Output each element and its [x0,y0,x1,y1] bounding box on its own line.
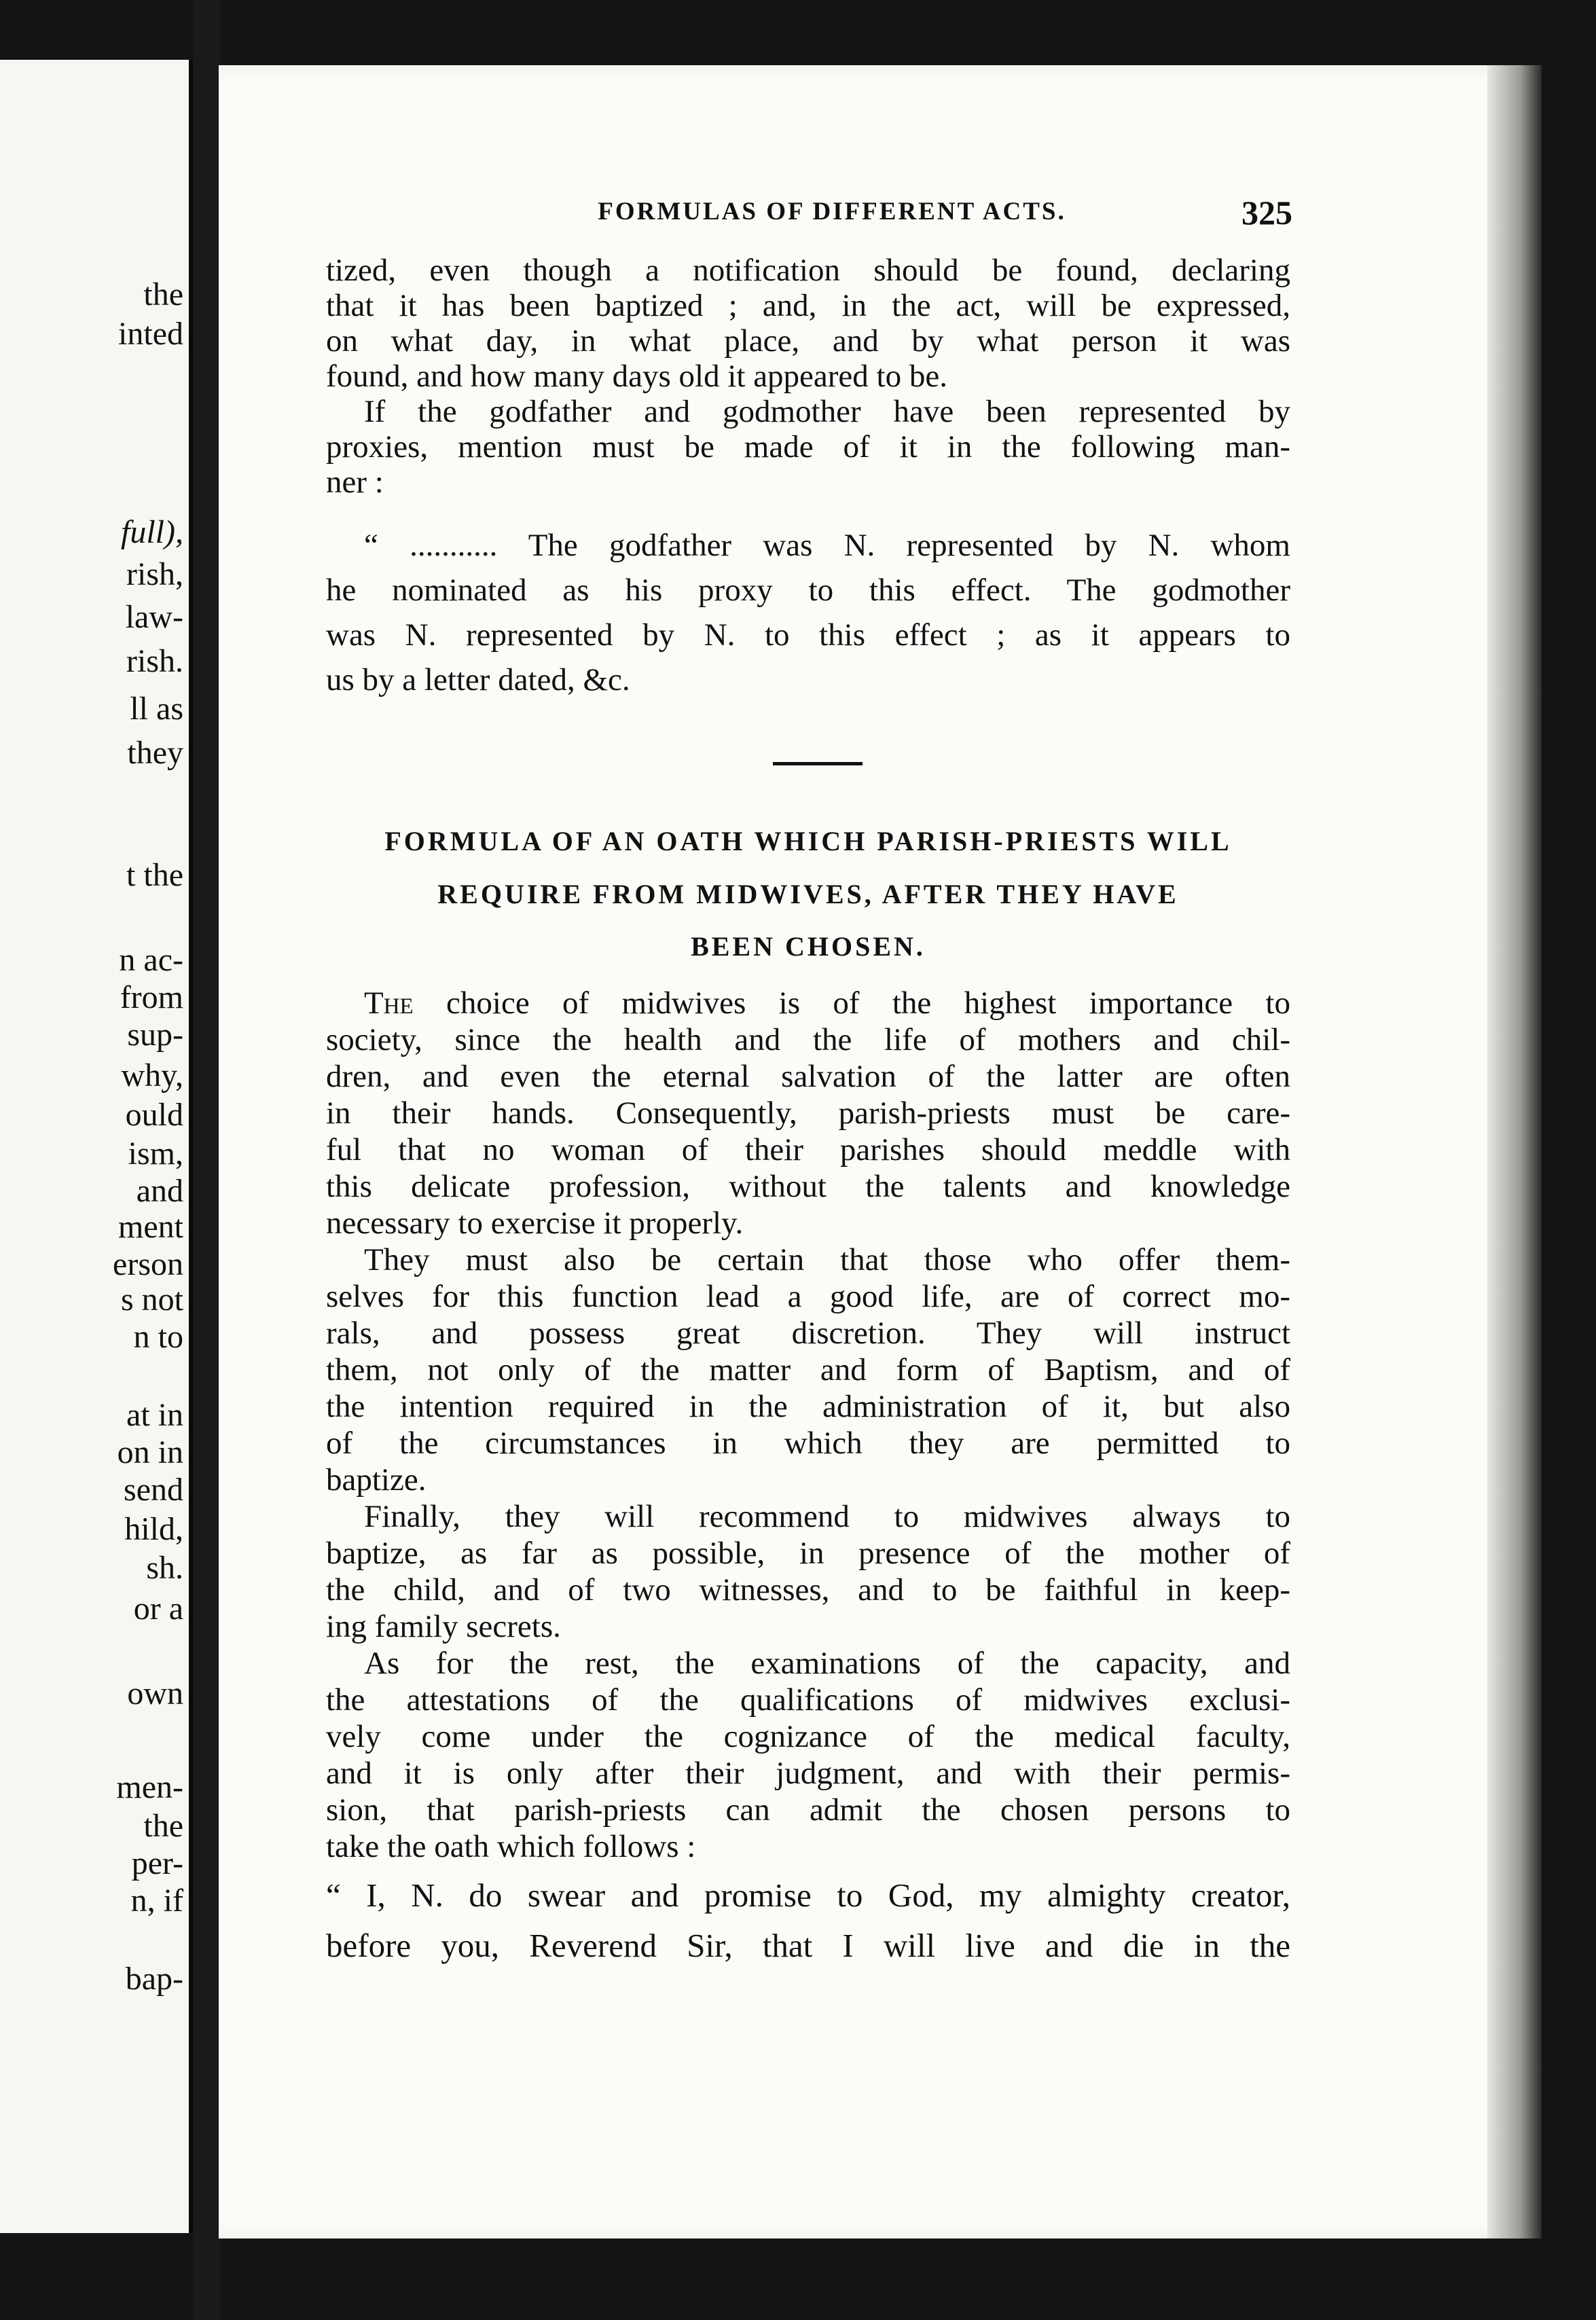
left-page-fragment: hild, [124,1511,183,1547]
left-page-fragment: erson [113,1246,183,1282]
body-line: the attestations of the qualifications of midwives exclusi- [326,1682,1290,1718]
section-rule [773,762,863,765]
text-line: tized, even though a notification should be found, declaring [326,253,1290,288]
text-line: us by a letter dated, &c. [326,662,630,697]
body-line: ful that no woman of their parishes should meddle with [326,1132,1290,1167]
left-page-fragment: from [120,979,183,1015]
body-line: this delicate profession, without the talents and knowledge [326,1169,1290,1204]
body-line: the intention required in the administration of it, but also [326,1389,1290,1424]
left-page-fragment: ll as [130,691,183,727]
section-heading-line-3: BEEN CHOSEN. [691,931,926,962]
text-line: that it has been baptized ; and, in the act, will be expressed, [326,288,1290,323]
body-line: in their hands. Consequently, parish-priests must be care- [326,1095,1290,1131]
body-line: vely come under the cognizance of the medical faculty, [326,1719,1290,1754]
left-page-fragment: ould [125,1097,183,1133]
left-page-fragment: law- [125,599,183,635]
quote-1 [326,523,1290,702]
body-line: necessary to exercise it properly. [326,1206,744,1241]
text-line: on what day, in what place, and by what person it was [326,323,1290,359]
left-page [0,60,193,2233]
page-number: 325 [1241,194,1292,232]
body-line: baptize, as far as possible, in presence of the mother of [326,1536,1290,1571]
book-gutter [193,0,220,2320]
body-line [326,985,1290,1021]
left-page-fragment: why, [121,1057,183,1093]
body-line: Finally, they will recommend to midwives always to [364,1499,1290,1534]
text-line: ner : [326,465,384,500]
body-line: them, not only of the matter and form of Baptism, and of [326,1352,1290,1388]
left-page-fragment: sup- [127,1017,183,1053]
left-page-fragment: ism, [128,1136,183,1172]
left-page-fragment: or a [133,1591,183,1627]
body-line: of the circumstances in which they are permitted to [326,1426,1290,1461]
text-line: was N. represented by N. to this effect ; as it appears to [326,617,1290,653]
left-page-fragment: rish. [126,643,183,679]
left-page-fragment: they [127,735,183,771]
left-page-fragment: per- [131,1845,183,1881]
left-page-fragment: and [136,1173,183,1209]
left-page-fragment: men- [116,1769,183,1805]
body-line: and it is only after their judgment, and with their permis- [326,1756,1290,1791]
left-page-fragment: s not [120,1282,183,1318]
body-line: As for the rest, the examinations of the capacity, and [364,1646,1290,1681]
body-line: take the oath which follows : [326,1829,696,1864]
left-page-fragment: n ac- [119,942,183,978]
section-heading-line-2: REQUIRE FROM MIDWIVES, AFTER THEY HAVE [437,879,1179,909]
oath-line: before you, Reverend Sir, that I will live and die in the [326,1927,1290,1964]
left-page-fragment: full), [121,514,183,550]
left-page-fragment: n, if [130,1883,183,1919]
left-page-fragment: t the [126,857,183,893]
left-page-fragment: own [127,1675,183,1711]
body-line: selves for this function lead a good life, are of correct mo- [326,1279,1290,1314]
section-heading-line-1: FORMULA OF AN OATH WHICH PARISH-PRIESTS WILL [384,826,1232,856]
left-page-fragment: ment [118,1209,183,1245]
body-line: the child, and of two witnesses, and to be faithful in keep- [326,1572,1290,1608]
body-text [326,985,1290,1971]
text-line: found, and how many days old it appeared to be. [326,359,947,394]
running-title: FORMULAS OF DIFFERENT ACTS. [598,198,1066,225]
left-page-fragment: the [143,276,183,312]
left-page-fragment: send [124,1472,183,1508]
body-line: sion, that parish-priests can admit the chosen persons to [326,1792,1290,1828]
text-line: “ ........... The godfather was N. represented by N. whom [364,528,1290,563]
text-line: proxies, mention must be made of it in the following man- [326,429,1290,465]
block-1 [326,253,1290,500]
left-page-fragment: at in [126,1397,183,1433]
body-line: They must also be certain that those who offer them- [364,1242,1290,1277]
left-page-fragment: on in [117,1434,183,1470]
paragraph-opening-word: The [364,985,414,1021]
left-page-fragment: n to [133,1319,183,1355]
oath-text [326,1870,1290,1971]
left-page-fragment: sh. [146,1550,183,1586]
left-page-fragment: inted [118,316,183,352]
body-line: rals, and possess great discretion. They will instruct [326,1316,1290,1351]
body-line: ing family secrets. [326,1609,561,1644]
left-page-fragment: bap- [125,1961,183,1997]
body-line: society, since the health and the life of mothers and chil- [326,1022,1290,1057]
oath-line: “ I, N. do swear and promise to God, my almighty creator, [326,1877,1290,1914]
left-page-fragment: the [143,1808,183,1844]
text-line: he nominated as his proxy to this effect. The godmother [326,573,1290,608]
body-line-text: choice of midwives is of the highest importance to [413,985,1290,1021]
left-page-fragment: rish, [126,556,183,592]
body-line: dren, and even the eternal salvation of the latter are often [326,1059,1290,1094]
body-line: baptize. [326,1462,427,1498]
text-line: If the godfather and godmother have been represented by [364,394,1290,429]
page-edge [1487,65,1542,2239]
